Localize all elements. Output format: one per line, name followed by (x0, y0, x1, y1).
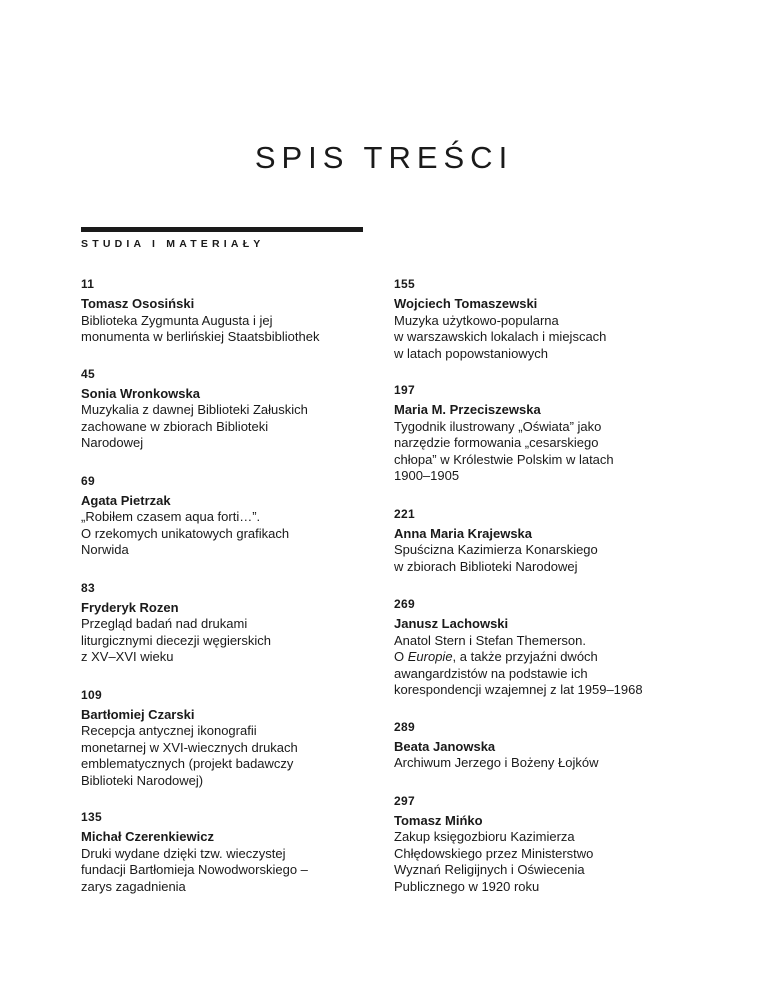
article-title: Muzyka użytkowo-popularna w warszawskich lokalach i miejscach w latach popowstaniowych (394, 312, 607, 361)
toc-entry[interactable] (81, 475, 371, 559)
article-title: Spuścizna Kazimierza Konarskiego w zbiorach Biblioteki Narodowej (394, 542, 598, 574)
toc-entry[interactable] (394, 598, 694, 699)
article-title: Przegląd badań nad drukami liturgicznymi diecezji węgierskich z XV–XVI wieku (81, 616, 272, 664)
toc-entry[interactable] (81, 811, 371, 895)
article-title: Druki wydane dzięki tzw. wieczystej fundacji Bartłomieja Nowodworskiego – zarys zagadnienia (81, 845, 308, 894)
article-title: „Robiłem czasem aqua forti…”. O rzekomych unikatowych grafikach Norwida (81, 509, 290, 557)
toc-entry[interactable] (81, 582, 371, 666)
title-part: Anatol Stern i Stefan Themerson. O (394, 632, 586, 664)
toc-entry[interactable] (81, 368, 371, 452)
page-number: 221 (394, 506, 415, 521)
author-name: Beata Janowska (394, 738, 496, 754)
page-number: 11 (81, 277, 95, 291)
toc-entry[interactable] (394, 384, 694, 485)
toc-column-left (81, 278, 371, 895)
page-number: 197 (394, 383, 415, 397)
page-number: 289 (394, 719, 415, 734)
article-title: Biblioteka Zygmunta Augusta i jej monumenta w berlińskiej Staatsbibliothek (81, 312, 320, 344)
page-number: 297 (394, 793, 415, 808)
toc-entry[interactable] (394, 508, 694, 576)
title-part: , a także przyjaźni dwóch awangardzistów na podstawie ich korespondencji wzajemnej z lat 1959–1968 (394, 649, 643, 697)
section-rule (81, 227, 363, 232)
author-name: Michał Czerenkiewicz (81, 829, 214, 844)
author-name: Wojciech Tomaszewski (394, 296, 538, 311)
article-title: Recepcja antycznej ikonografii monetarnej w XVI-wiecznych drukach emblematycznych (projekt badawczy Biblioteki Narodowej) (81, 723, 298, 788)
page-number: 45 (81, 366, 95, 381)
author-name: Janusz Lachowski (394, 616, 509, 631)
article-title: Tygodnik ilustrowany „Oświata” jako narzędzie formowania „cesarskiego chłopa” w Królestwie Polskim w latach 1900–1905 (394, 418, 614, 483)
page-number: 155 (394, 277, 415, 291)
page-number: 69 (81, 473, 95, 488)
author-name: Maria M. Przeciszewska (394, 402, 541, 417)
author-name: Bartłomiej Czarski (81, 706, 195, 722)
page-number: 135 (81, 810, 102, 824)
article-title: Muzykalia z dawnej Biblioteki Załuskich zachowane w zbiorach Biblioteki Narodowej (81, 402, 308, 450)
author-name: Tomasz Ososiński (81, 296, 195, 311)
article-title: Zakup księgozbioru Kazimierza Chłędowskiego przez Ministerstwo Wyznań Religijnych i Oświecenia Publicznego w 1920 roku (394, 829, 594, 894)
author-name: Tomasz Mińko (394, 812, 483, 828)
section-title: STUDIA I MATERIAŁY (81, 238, 265, 250)
toc-entry[interactable] (81, 278, 371, 346)
toc-entry[interactable] (81, 689, 371, 790)
author-name: Sonia Wronkowska (81, 385, 200, 401)
title-italic-part: Europie (407, 649, 453, 664)
author-name: Agata Pietrzak (81, 492, 171, 508)
page-number: 109 (81, 687, 102, 702)
article-title: Archiwum Jerzego i Bożeny Łojków (394, 755, 599, 770)
article-title (394, 633, 694, 699)
toc-entry[interactable] (394, 278, 694, 362)
toc-column-right (394, 278, 694, 895)
page-number: 269 (394, 597, 415, 611)
author-name: Anna Maria Krajewska (394, 525, 533, 541)
toc-entry[interactable] (394, 795, 694, 896)
author-name: Fryderyk Rozen (81, 599, 179, 615)
page-number: 83 (81, 580, 95, 595)
toc-entry[interactable] (394, 721, 694, 772)
page-title: SPIS TREŚCI (254, 140, 514, 175)
